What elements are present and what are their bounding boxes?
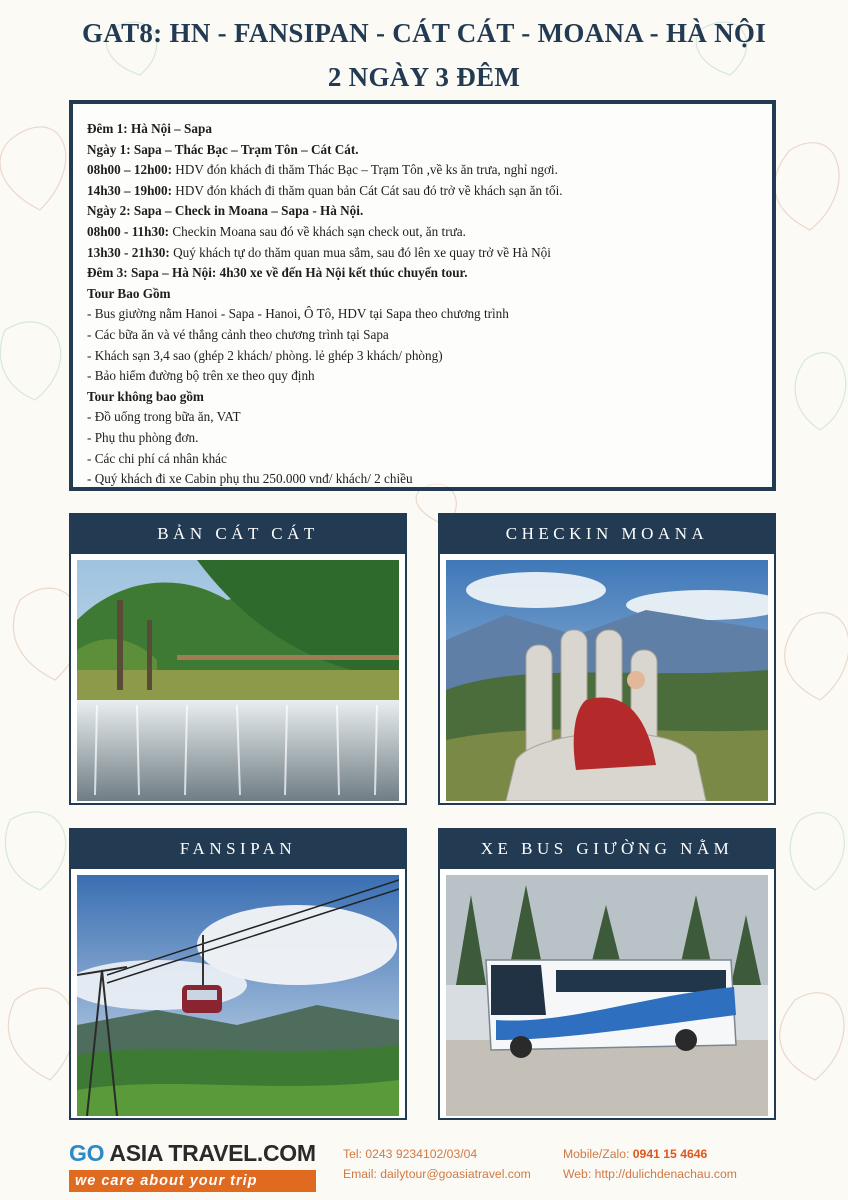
itinerary-label: 13h30 - 21h30: [87, 244, 170, 260]
card-photo-frame [69, 869, 407, 1120]
contact-mobile [563, 1144, 707, 1164]
logo-name: ASIA TRAVEL.COM [104, 1140, 316, 1166]
contact-web: Web: http://dulichdenachau.com [563, 1167, 737, 1181]
mobile-label: Mobile/Zalo: [563, 1147, 633, 1161]
card-title: XE BUS GIƯỜNG NẰM [438, 828, 776, 869]
itinerary-text: - Các chi phí cá nhân khác [87, 450, 227, 466]
itinerary-line [87, 160, 762, 181]
card-photo-frame [438, 869, 776, 1120]
contact-email: Email: dailytour@goasiatravel.com [343, 1167, 531, 1181]
itinerary-label: Đêm 3: Sapa – Hà Nội: 4h30 xe về đến Hà Nội kết thúc chuyến tour. [87, 265, 468, 281]
itinerary-text: - Quý khách đi xe Cabin phụ thu 250.000 vnđ/ khách/ 2 chiều [87, 471, 413, 487]
stone-hand-photo [446, 560, 768, 801]
itinerary-text: - Đồ uống trong bữa ăn, VAT [87, 409, 241, 425]
itinerary-lines [87, 119, 762, 490]
itinerary-text: Quý khách tự do thăm quan mua sắm, sau đó lên xe quay trở về Hà Nội [169, 244, 551, 260]
footer [0, 1132, 848, 1200]
itinerary-text: - Bus giường nằm Hanoi - Sapa - Hanoi, Ô Tô, HDV tại Sapa theo chương trình [87, 306, 509, 322]
itinerary-text: - Bảo hiểm đường bộ trên xe theo quy định [87, 368, 315, 384]
mobile-number: 0941 15 4646 [632, 1147, 708, 1161]
itinerary-text: HDV đón khách đi thăm Thác Bạc – Trạm Tôn ,về ks ăn trưa, nghỉ ngơi. [172, 162, 558, 178]
itinerary-text: - Khách sạn 3,4 sao (ghép 2 khách/ phòng. lẻ ghép 3 khách/ phòng) [87, 347, 443, 363]
itinerary-box [69, 100, 776, 491]
sleeper-bus-photo [446, 875, 768, 1116]
itinerary-text: HDV đón khách đi thăm quan bản Cát Cát sau đó trở về khách sạn ăn tối. [172, 182, 563, 198]
itinerary-line [87, 366, 762, 387]
card-title: CHECKIN MOANA [438, 513, 776, 554]
itinerary-line [87, 201, 762, 222]
itinerary-line [87, 243, 762, 264]
itinerary-label: 08h00 – 12h00: [87, 162, 172, 178]
itinerary-line [87, 263, 762, 284]
itinerary-text: Checkin Moana sau đó về khách sạn check out, ăn trưa. [169, 223, 466, 239]
contact-tel: Tel: 0243 9234102/03/04 [343, 1147, 478, 1161]
itinerary-line [87, 387, 762, 408]
waterfall-village-photo [77, 560, 399, 801]
itinerary-label: Đêm 1: Hà Nội – Sapa [87, 121, 212, 136]
itinerary-text: - Các bữa ăn và vé thắng cảnh theo chương trình tại Sapa [87, 326, 389, 342]
itinerary-label: 14h30 – 19h00: [87, 182, 172, 198]
card-photo-frame [438, 554, 776, 805]
itinerary-line [87, 407, 762, 428]
itinerary-line [87, 428, 762, 449]
card-xe-bus [438, 828, 776, 1120]
page-subtitle: 2 NGÀY 3 ĐÊM [327, 62, 521, 92]
itinerary-line [87, 181, 762, 202]
page-title: GAT8: HN - FANSIPAN - CÁT CÁT - MOANA - HÀ NỘI [81, 18, 767, 48]
itinerary-text: - Phụ thu phòng đơn. [87, 429, 199, 445]
card-checkin-moana [438, 513, 776, 805]
itinerary-line [87, 449, 762, 470]
itinerary-line [87, 222, 762, 243]
card-ban-cat-cat [69, 513, 407, 805]
itinerary-label: Ngày 2: Sapa – Check in Moana – Sapa - Hà Nội. [87, 203, 364, 219]
card-title: BẢN CÁT CÁT [69, 513, 407, 554]
itinerary-line [87, 304, 762, 325]
itinerary-line [87, 325, 762, 346]
card-fansipan [69, 828, 407, 1120]
card-title: FANSIPAN [69, 828, 407, 869]
itinerary-label: Tour Bao Gồm [87, 285, 171, 301]
logo-tagline: we care about your trip [69, 1170, 316, 1192]
itinerary-line [87, 140, 762, 161]
itinerary-label: 08h00 - 11h30: [87, 223, 170, 239]
itinerary-line [87, 469, 762, 490]
cable-car-photo [77, 875, 399, 1116]
itinerary-line [87, 284, 762, 305]
logo-go: GO [69, 1140, 105, 1166]
itinerary-line [87, 119, 762, 140]
itinerary-line [87, 346, 762, 367]
brand-logo [69, 1140, 316, 1192]
itinerary-label: Ngày 1: Sapa – Thác Bạc – Trạm Tôn – Cát Cát. [87, 141, 359, 157]
card-photo-frame [69, 554, 407, 805]
itinerary-label: Tour không bao gồm [87, 388, 204, 404]
